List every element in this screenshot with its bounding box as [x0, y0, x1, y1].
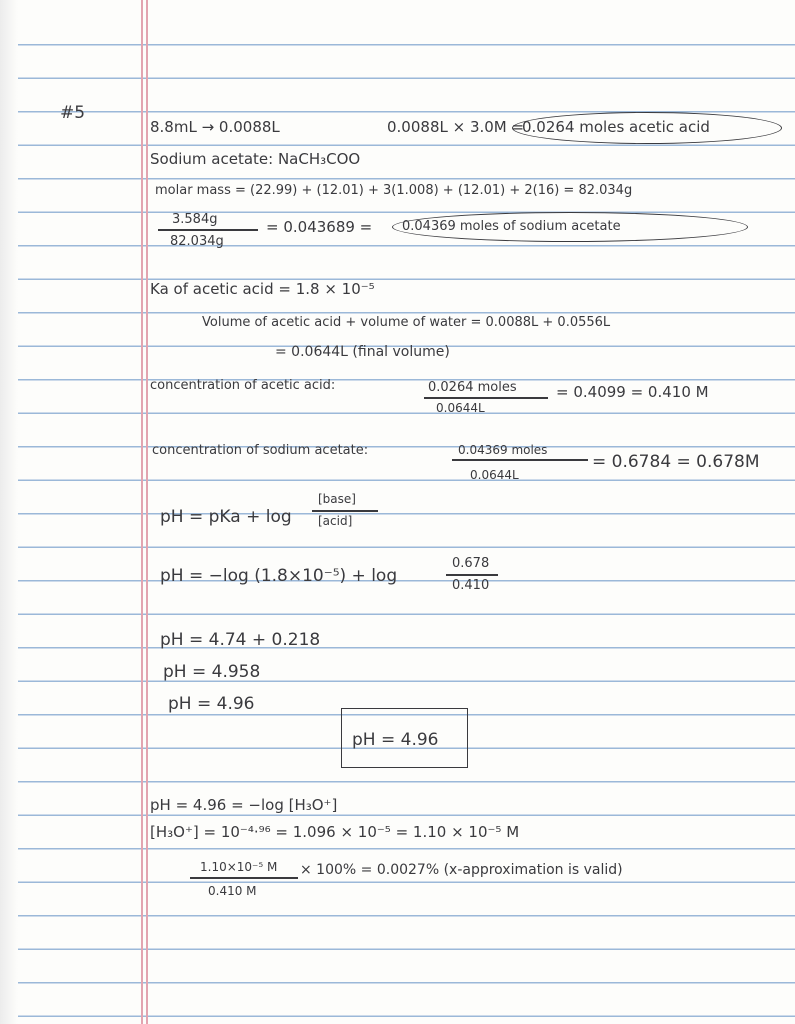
ratio-numerator: 0.678	[452, 556, 490, 571]
ph-step-2: pH = 4.958	[163, 662, 261, 682]
conc-acetate-label: concentration of sodium acetate:	[152, 443, 369, 458]
binding-edge	[0, 0, 18, 1024]
moles-acetic-acid: 0.0264 moles acetic acid	[522, 118, 710, 136]
conc-acetic-label: concentration of acetic acid:	[150, 378, 336, 393]
conc-acetic-result: = 0.4099 = 0.410 M	[556, 383, 709, 401]
problem-number: #5	[60, 103, 86, 123]
percent-numerator: 1.10×10⁻⁵ M	[200, 860, 278, 874]
hydronium-equation: pH = 4.96 = −log [H₃O⁺]	[150, 796, 338, 814]
ratio-denominator: 0.410	[452, 578, 490, 593]
moles-sodium-acetate: 0.04369 moles of sodium acetate	[402, 219, 621, 234]
ph-substitution: pH = −log (1.8×10⁻⁵) + log	[160, 566, 398, 586]
hydronium-concentration: [H₃O⁺] = 10⁻⁴·⁹⁶ = 1.096 × 10⁻⁵ = 1.10 × 10⁻⁵ M	[150, 823, 520, 841]
hh-denominator: [acid]	[318, 514, 353, 528]
fraction-bar	[424, 397, 548, 399]
percent-denominator: 0.410 M	[208, 884, 257, 898]
margin-line	[146, 0, 148, 1024]
fraction-bar	[452, 459, 588, 461]
fraction-bar	[312, 510, 378, 512]
fraction-numerator: 3.584g	[172, 212, 218, 227]
conc-acetate-numerator: 0.04369 moles	[458, 443, 548, 457]
division-result: = 0.043689 =	[266, 218, 373, 236]
total-volume: Volume of acetic acid + volume of water = 0.0088L + 0.0556L	[202, 315, 611, 330]
ph-step-1: pH = 4.74 + 0.218	[160, 630, 321, 650]
conc-acetic-denominator: 0.0644L	[436, 401, 485, 415]
ph-step-3: pH = 4.96	[168, 694, 255, 714]
percent-ionization: × 100% = 0.0027% (x-approximation is valid)	[300, 862, 623, 878]
fraction-bar	[158, 229, 258, 231]
final-ph: pH = 4.96	[352, 730, 439, 750]
hh-equation: pH = pKa + log	[160, 507, 292, 527]
conc-acetic-numerator: 0.0264 moles	[428, 380, 517, 395]
fraction-bar	[190, 877, 298, 879]
molar-mass: molar mass = (22.99) + (12.01) + 3(1.008) + (12.01) + 2(16) = 82.034g	[155, 183, 633, 198]
margin-line	[141, 0, 143, 1024]
ka-value: Ka of acetic acid = 1.8 × 10⁻⁵	[150, 280, 375, 298]
hh-numerator: [base]	[318, 492, 356, 506]
sodium-acetate-formula: Sodium acetate: NaCH₃COO	[150, 150, 361, 168]
moles-calc: 0.0088L × 3.0M =	[387, 118, 525, 136]
conc-acetate-result: = 0.6784 = 0.678M	[592, 452, 760, 472]
final-volume: = 0.0644L (final volume)	[275, 344, 450, 360]
fraction-denominator: 82.034g	[170, 234, 224, 249]
conc-acetate-denominator: 0.0644L	[470, 468, 519, 482]
volume-conversion: 8.8mL → 0.0088L	[150, 118, 280, 136]
fraction-bar	[446, 574, 498, 576]
